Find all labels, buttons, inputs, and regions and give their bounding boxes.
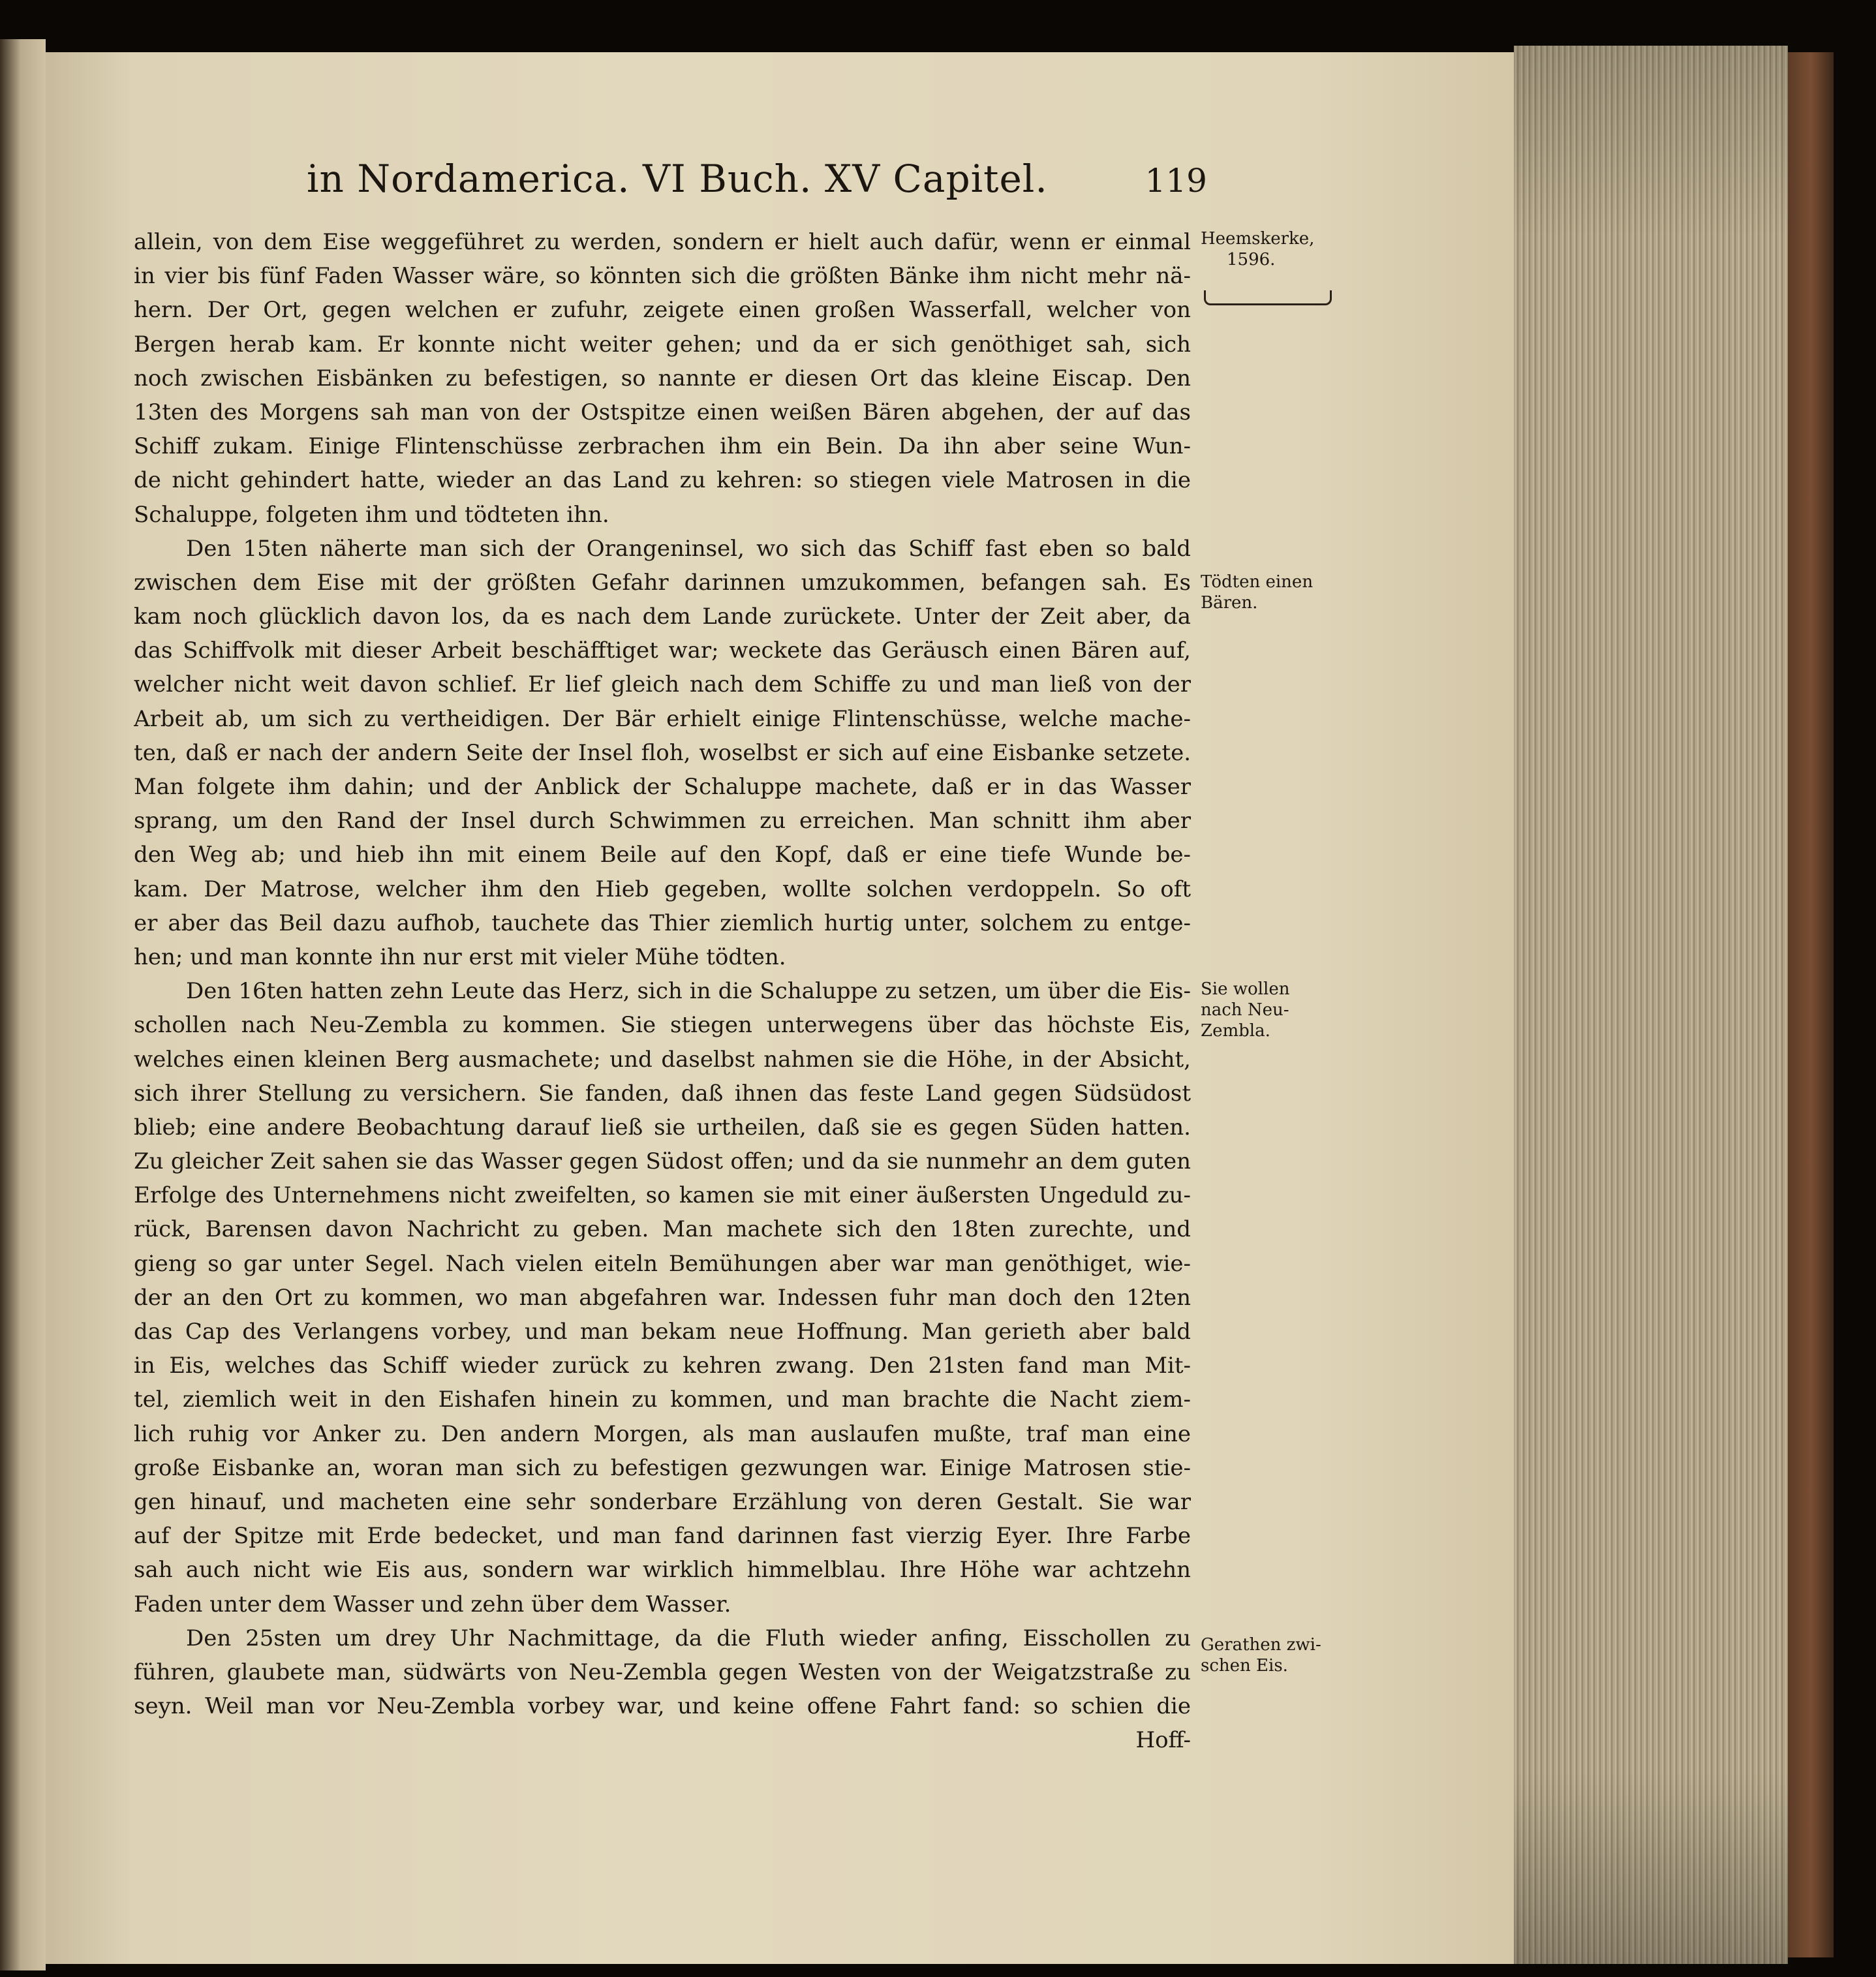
- marginal-note-heemskerke: [1201, 228, 1331, 270]
- text-line: welches einen kleinen Berg ausmachete; und daselbst nahmen sie die Höhe, in der Absicht,: [134, 1046, 1191, 1073]
- text-line: in vier bis fünf Faden Wasser wäre, so könnten sich die größten Bänke ihm nicht mehr nä-: [134, 263, 1191, 290]
- body-text: [134, 225, 1191, 1757]
- text-line: Man folgete ihm dahin; und der Anblick der Schaluppe machete, daß er in das Wasser: [134, 774, 1191, 800]
- marginal-note-line: Sie wollen: [1201, 979, 1290, 999]
- text-line: Bergen herab kam. Er konnte nicht weiter gehen; und da er sich genöthiget sah, sich: [134, 331, 1191, 358]
- text-line: der an den Ort zu kommen, wo man abgefahren war. Indessen fuhr man doch den 12ten: [134, 1284, 1191, 1311]
- text-line: 13ten des Morgens sah man von der Ostspitze einen weißen Bären abgehen, der auf das: [134, 399, 1191, 425]
- text-line: Den 15ten näherte man sich der Orangeninsel, wo sich das Schiff fast eben so bald: [186, 535, 1191, 562]
- marginal-note-line: Bären.: [1201, 593, 1258, 613]
- text-line: das Cap des Verlangens vorbey, und man bekam neue Hoffnung. Man gerieth aber bald: [134, 1319, 1191, 1345]
- text-line: kam. Der Matrose, welcher ihm den Hieb gegeben, wollte solchen verdoppeln. So oft: [134, 876, 1191, 902]
- text-line: das Schiffvolk mit dieser Arbeit beschäfftiget war; weckete das Geräusch einen Bären auf,: [134, 637, 1191, 664]
- text-line: blieb; eine andere Beobachtung darauf ließ sie urtheilen, daß sie es gegen Süden hatten.: [134, 1114, 1191, 1141]
- text-line: Schiff zukam. Einige Flintenschüsse zerbrachen ihm ein Bein. Da ihn aber seine Wun-: [134, 433, 1191, 460]
- text-line: sich ihrer Stellung zu versichern. Sie fanden, daß ihnen das feste Land gegen Südsüdost: [134, 1080, 1191, 1107]
- marginal-note-year: 1596.: [1227, 250, 1276, 269]
- book-cover: [1788, 52, 1834, 1957]
- text-line: sprang, um den Rand der Insel durch Schwimmen zu erreichen. Man schnitt ihm aber: [134, 808, 1191, 835]
- text-line: Zu gleicher Zeit sahen sie das Wasser gegen Südost offen; und da sie nunmehr an dem guten: [134, 1148, 1191, 1175]
- marginal-note-line: Heemskerke,: [1201, 229, 1315, 249]
- text-line: gieng so gar unter Segel. Nach vielen eiteln Bemühungen aber war man genöthiget, wie-: [134, 1250, 1191, 1277]
- marginal-note-eis: [1201, 1634, 1331, 1676]
- text-line: gen hinauf, und macheten eine sehr sonderbare Erzählung von deren Gestalt. Sie war: [134, 1488, 1191, 1515]
- marginal-note-line: Gerathen zwi-: [1201, 1635, 1321, 1655]
- text-line: welcher nicht weit davon schlief. Er lief gleich nach dem Schiffe zu und man ließ von der: [134, 671, 1191, 698]
- running-head-title: in Nordamerica. VI Buch. XV Capitel.: [307, 157, 1048, 201]
- text-line: er aber das Beil dazu aufhob, tauchete das Thier ziemlich hurtig unter, solchem zu entge-: [134, 910, 1191, 936]
- text-line: Schaluppe, folgeten ihm und tödteten ihn.: [134, 501, 609, 528]
- text-line: Den 25sten um drey Uhr Nachmittage, da die Fluth wieder anfing, Eisschollen zu: [186, 1625, 1191, 1651]
- page-number: 119: [1145, 162, 1207, 200]
- marginal-note-line: nach Neu-: [1201, 1000, 1289, 1020]
- marginal-note-baeren: [1201, 572, 1331, 613]
- text-line: rück, Barensen davon Nachricht zu geben. Man machete sich den 18ten zurechte, und: [134, 1216, 1191, 1243]
- text-line: seyn. Weil man vor Neu-Zembla vorbey war, und keine offene Fahrt fand: so schien die: [134, 1693, 1191, 1720]
- marginal-note-zembla: [1201, 979, 1331, 1041]
- text-line: Faden unter dem Wasser und zehn über dem Wasser.: [134, 1591, 731, 1617]
- text-line: hern. Der Ort, gegen welchen er zufuhr, zeigete einen großen Wasserfall, welcher von: [134, 297, 1191, 324]
- text-line: auf der Spitze mit Erde bedecket, und man fand darinnen fast vierzig Eyer. Ihre Farbe: [134, 1523, 1191, 1550]
- marginal-note-line: Zembla.: [1201, 1021, 1270, 1041]
- marginal-note-line: schen Eis.: [1201, 1656, 1288, 1676]
- text-line: den Weg ab; und hieb ihn mit einem Beile auf den Kopf, daß er eine tiefe Wunde be-: [134, 842, 1191, 868]
- text-line: zwischen dem Eise mit der größten Gefahr darinnen umzukommen, befangen sah. Es: [134, 569, 1191, 596]
- page-block-edges: [1514, 46, 1788, 1964]
- text-line: große Eisbanke an, woran man sich zu befestigen gezwungen war. Einige Matrosen stie-: [134, 1454, 1191, 1481]
- catchword: Hoff-: [1135, 1727, 1191, 1754]
- text-line: ten, daß er nach der andern Seite der Insel floh, woselbst er sich auf eine Eisbanke setzete.: [134, 739, 1191, 766]
- text-line: kam noch glücklich davon los, da es nach dem Lande zurückete. Unter der Zeit aber, da: [134, 604, 1191, 630]
- text-line: hen; und man konnte ihn nur erst mit vieler Mühe tödten.: [134, 943, 786, 970]
- text-line: Den 16ten hatten zehn Leute das Herz, sich in die Schaluppe zu setzen, um über die Eis-: [186, 978, 1191, 1005]
- text-line: allein, von dem Eise weggeführet zu werden, sondern er hielt auch dafür, wenn er einmal: [134, 229, 1191, 255]
- left-page-edge: [0, 39, 46, 1970]
- text-line: sah auch nicht wie Eis aus, sondern war wirklich himmelblau. Ihre Höhe war achtzehn: [134, 1557, 1191, 1584]
- marginal-note-line: Tödten einen: [1201, 572, 1314, 592]
- year-brace: [1204, 290, 1332, 305]
- text-line: noch zwischen Eisbänken zu befestigen, so nannte er diesen Ort das kleine Eiscap. Den: [134, 365, 1191, 391]
- text-line: Erfolge des Unternehmens nicht zweifelten, so kamen sie mit einer äußersten Ungeduld zu-: [134, 1182, 1191, 1209]
- text-line: tel, ziemlich weit in den Eishafen hinein zu kommen, und man brachte die Nacht ziem-: [134, 1387, 1191, 1413]
- text-line: schollen nach Neu-Zembla zu kommen. Sie stiegen unterwegens über das höchste Eis,: [134, 1012, 1191, 1039]
- text-line: in Eis, welches das Schiff wieder zurück zu kehren zwang. Den 21sten fand man Mit-: [134, 1353, 1191, 1379]
- text-line: de nicht gehindert hatte, wieder an das Land zu kehren: so stiegen viele Matrosen in die: [134, 467, 1191, 494]
- text-line: lich ruhig vor Anker zu. Den andern Morgen, als man auslaufen mußte, traf man eine: [134, 1420, 1191, 1447]
- running-head: [307, 157, 1207, 215]
- text-line: führen, glaubete man, südwärts von Neu-Zembla gegen Westen von der Weigatzstraße zu: [134, 1659, 1191, 1685]
- text-line: Arbeit ab, um sich zu vertheidigen. Der Bär erhielt einige Flintenschüsse, welche mache-: [134, 705, 1191, 732]
